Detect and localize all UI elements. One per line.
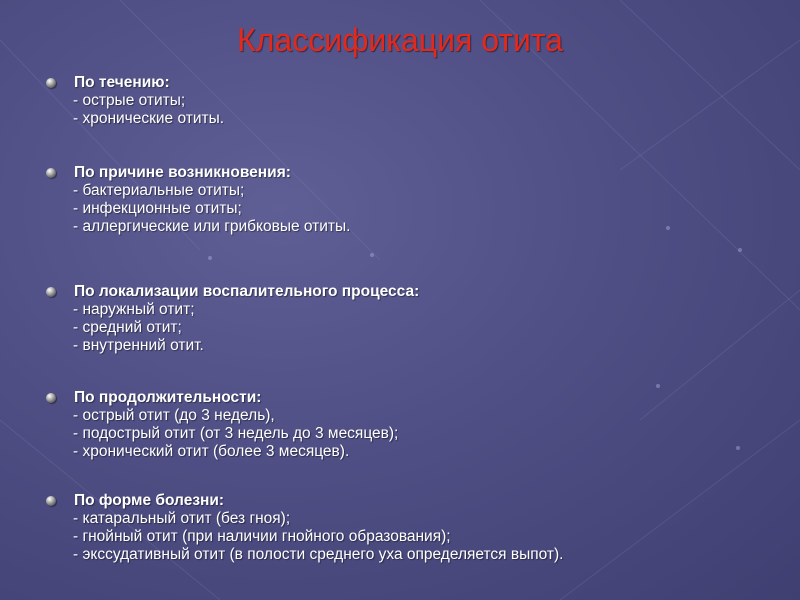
bullet-icon: [46, 393, 56, 403]
list-item: - внутренний отит.: [73, 337, 204, 354]
list-item: - хронический отит (более 3 месяцев).: [73, 443, 350, 460]
bullet-icon: [46, 287, 56, 297]
bullet-icon: [46, 168, 56, 178]
list-item: - катаральный отит (без гноя);: [73, 510, 291, 527]
list-item: - острый отит (до 3 недель),: [73, 407, 275, 424]
section-heading: По течению:: [74, 74, 170, 91]
bullet-icon: [46, 78, 56, 88]
section-by-duration: [46, 389, 776, 461]
section-heading: По локализации воспалительного процесса:: [74, 283, 420, 300]
section-by-form: [46, 492, 776, 564]
list-item: - подострый отит (от 3 недель до 3 месяцев);: [73, 425, 399, 442]
list-item: - наружный отит;: [73, 301, 195, 318]
section-heading: По форме болезни:: [74, 492, 225, 509]
section-by-course: [46, 74, 776, 128]
slide-title: Классификация отита: [237, 22, 563, 58]
list-item: - гнойный отит (при наличии гнойного образования);: [73, 528, 451, 545]
list-item: - экссудативный отит (в полости среднего уха определяется выпот).: [73, 546, 564, 563]
section-heading: По причине возникновения:: [74, 164, 291, 181]
list-item: - бактериальные отиты;: [73, 182, 245, 199]
list-item: - острые отиты;: [73, 92, 186, 109]
bullet-icon: [46, 496, 56, 506]
list-item: - аллергические или грибковые отиты.: [73, 218, 351, 235]
section-by-localization: [46, 283, 776, 355]
list-item: - средний отит;: [73, 319, 182, 336]
section-by-cause: [46, 164, 776, 236]
list-item: - хронические отиты.: [73, 110, 225, 127]
list-item: - инфекционные отиты;: [73, 200, 242, 217]
section-heading: По продолжительности:: [74, 389, 262, 406]
